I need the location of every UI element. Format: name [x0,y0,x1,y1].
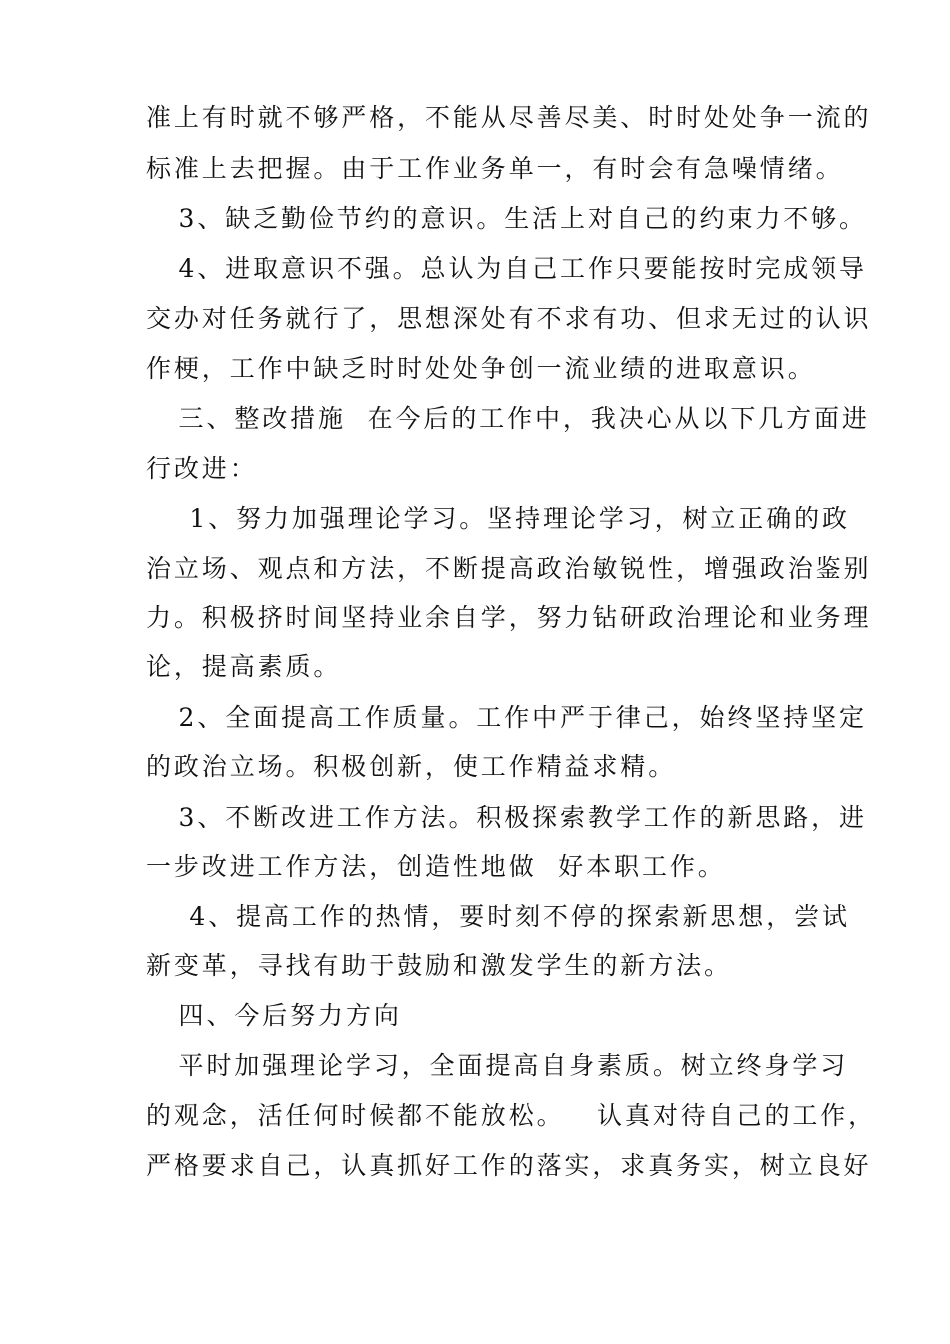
text-line: 1、努力加强理论学习。坚持理论学习，树立正确的政 [146,504,850,533]
text-line: 严格要求自己，认真抓好工作的落实，求真务实，树立良好 [146,1151,872,1180]
text-line: 交办对任务就行了，思想深处有不求有功、但求无过的认识 [146,304,872,333]
text-line: 一步改进工作方法，创造性地做 好本职工作。 [146,852,726,881]
text-line: 的政治立场。积极创新，使工作精益求精。 [146,752,677,781]
text-line: 力。积极挤时间坚持业余自学，努力钻研政治理论和业务理 [146,603,872,632]
text-line: 平时加强理论学习，全面提高自身素质。树立终身学习 [146,1051,849,1080]
text-line: 治立场、观点和方法，不断提高政治敏锐性，增强政治鉴别 [146,554,872,583]
text-line: 新变革，寻找有助于鼓励和激发学生的新方法。 [146,951,732,980]
section-heading-line: 三、整改措施 在今后的工作中，我决心从以下几方面进 [146,404,870,433]
text-line: 的观念，活任何时候都不能放松。 认真对待自己的工作， [146,1101,877,1130]
text-line: 3、不断改进工作方法。积极探索教学工作的新思路，进 [146,803,867,832]
text-line: 标准上去把握。由于工作业务单一，有时会有急噪情绪。 [146,154,844,183]
text-line: 4、提高工作的热情，要时刻不停的探索新思想，尝试 [146,902,850,931]
text-line: 作梗，工作中缺乏时时处处争创一流业绩的进取意识。 [146,354,816,383]
text-line: 2、全面提高工作质量。工作中严于律己，始终坚持坚定 [146,703,867,732]
section-heading-line: 四、今后努力方向 [146,1001,402,1030]
text-line: 论，提高素质。 [146,652,342,681]
text-line: 准上有时就不够严格，不能从尽善尽美、时时处处争一流的 [146,103,872,132]
text-line: 3、缺乏勤俭节约的意识。生活上对自己的约束力不够。 [146,204,867,233]
text-line: 行改进： [146,454,258,483]
text-line: 4、进取意识不强。总认为自己工作只要能按时完成领导 [146,254,867,283]
